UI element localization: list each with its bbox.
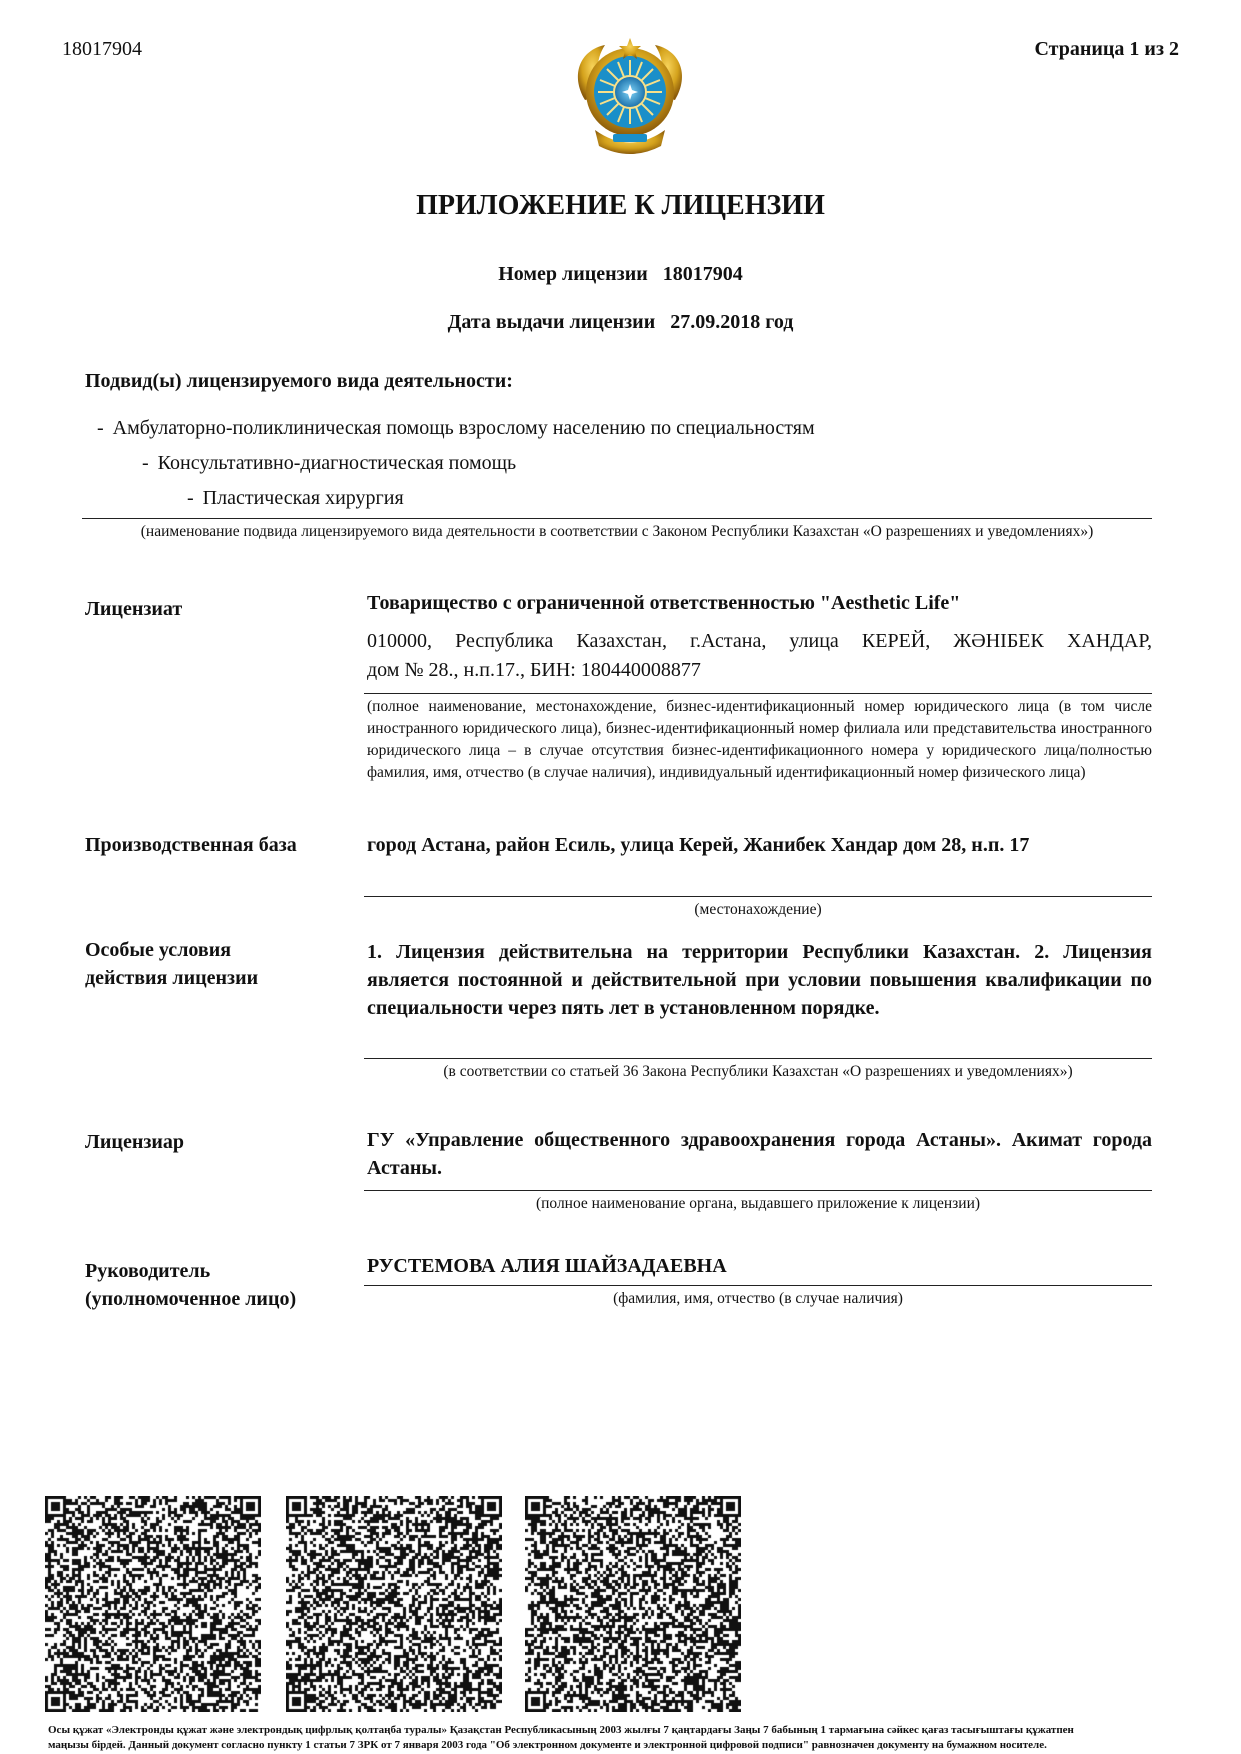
head-name: РУСТЕМОВА АЛИЯ ШАЙЗАДАЕВНА [367,1255,727,1277]
production-base-note: (местонахождение) [694,901,822,918]
qr-code-2 [286,1496,502,1712]
licensee-address-line2: дом № 28., н.п.17., БИН: 180440008877 [367,659,701,681]
production-base-value: город Астана, район Есиль, улица Керей, Жанибек Хандар дом 28, н.п. 17 [367,834,1030,856]
subtype-item: - Консультативно-диагностическая помощь [142,448,516,479]
footer-line-1: Осы құжат «Электронды құжат және электрондық цифрлық қолтаңба туралы» Қазақстан Республикасының 2003 жылғы 7 қаңтардағы Заңы 7 бабының 1 тармағына сәйкес қағаз тасығыштағы құжатпен [48,1724,1074,1736]
licensee-address-line1: 010000, Республика Казахстан, г.Астана, улица КЕРЕЙ, ЖӘНІБЕК ХАНДАР, [367,630,1152,652]
license-date-row [0,311,1241,334]
legal-footer [48,1723,1198,1753]
divider [364,896,1152,897]
licensor-note: (полное наименование органа, выдавшего приложение к лицензии) [535,1195,981,1212]
production-base-label: Производственная база [85,834,297,856]
subtypes-heading: Подвид(ы) лицензируемого вида деятельности: [85,370,513,392]
licensor-value: ГУ «Управление общественного здравоохранения города Астаны». Акимат города Астаны. [367,1129,1152,1179]
divider [364,1058,1152,1059]
special-conditions-label-2: действия лицензии [85,967,259,989]
license-number-value: 18017904 [662,263,743,285]
license-number-label: Номер лицензии [498,263,648,285]
divider [364,1190,1152,1191]
page-title: ПРИЛОЖЕНИЕ К ЛИЦЕНЗИИ [416,190,825,221]
special-conditions-note: (в соответствии со статьей 36 Закона Республики Казахстан «О разрешениях и уведомлениях») [443,1063,1073,1080]
licensor-label: Лицензиар [85,1131,185,1153]
emblem-icon [565,30,695,160]
subtype-item: - Пластическая хирургия [187,483,404,514]
licensee-name: Товарищество с ограниченной ответственностью "Aesthetic Life" [367,592,961,614]
special-conditions-value: 1. Лицензия действительна на территории Республики Казахстан. 2. Лицензия является постоянной и действительной при условии повышения квалификации по специальности через пять лет в установленном порядке. [367,941,1152,1019]
divider [364,693,1152,694]
divider [364,1285,1152,1286]
subtypes-note: (наименование подвида лицензируемого вида деятельности в соответствии с Законом Республики Казахстан «О разрешениях и уведомлениях») [140,523,1094,540]
licensee-note: (полное наименование, местонахождение, бизнес-идентификационный номер юридического лица (в том числе иностранного юридического лица), бизнес-идентификационный номер филиала или представительства иностранного юридического лица – в случае отсутствия бизнес-идентификационного номера у юридического лица/полностью фамилия, имя, отчество (в случае наличия), индивидуальный идентификационный номер физического лица) [367,698,1152,781]
state-emblem [565,30,695,160]
divider [82,518,1152,519]
subtype-item: - Амбулаторно-поликлиническая помощь взрослому населению по специальностям [97,413,815,444]
head-label-1: Руководитель [85,1260,211,1282]
head-label-2: (уполномоченное лицо) [85,1288,297,1310]
licensee-label: Лицензиат [85,598,183,620]
head-note: (фамилия, имя, отчество (в случае наличия) [613,1290,903,1307]
license-date-label: Дата выдачи лицензии [447,311,656,333]
document-number: 18017904 [62,38,142,60]
page-indicator: Страница 1 из 2 [1034,38,1179,60]
qr-code-3 [525,1496,741,1712]
qr-code-1 [45,1496,261,1712]
license-number-row [0,263,1241,286]
footer-line-2: маңызы бірдей. Данный документ согласно пункту 1 статьи 7 ЗРК от 7 января 2003 года "Об электронном документе и электронной цифровой подписи" равнозначен документу на бумажном носителе. [48,1739,1047,1751]
special-conditions-label-1: Особые условия [85,939,232,961]
license-date-value: 27.09.2018 год [670,311,794,333]
